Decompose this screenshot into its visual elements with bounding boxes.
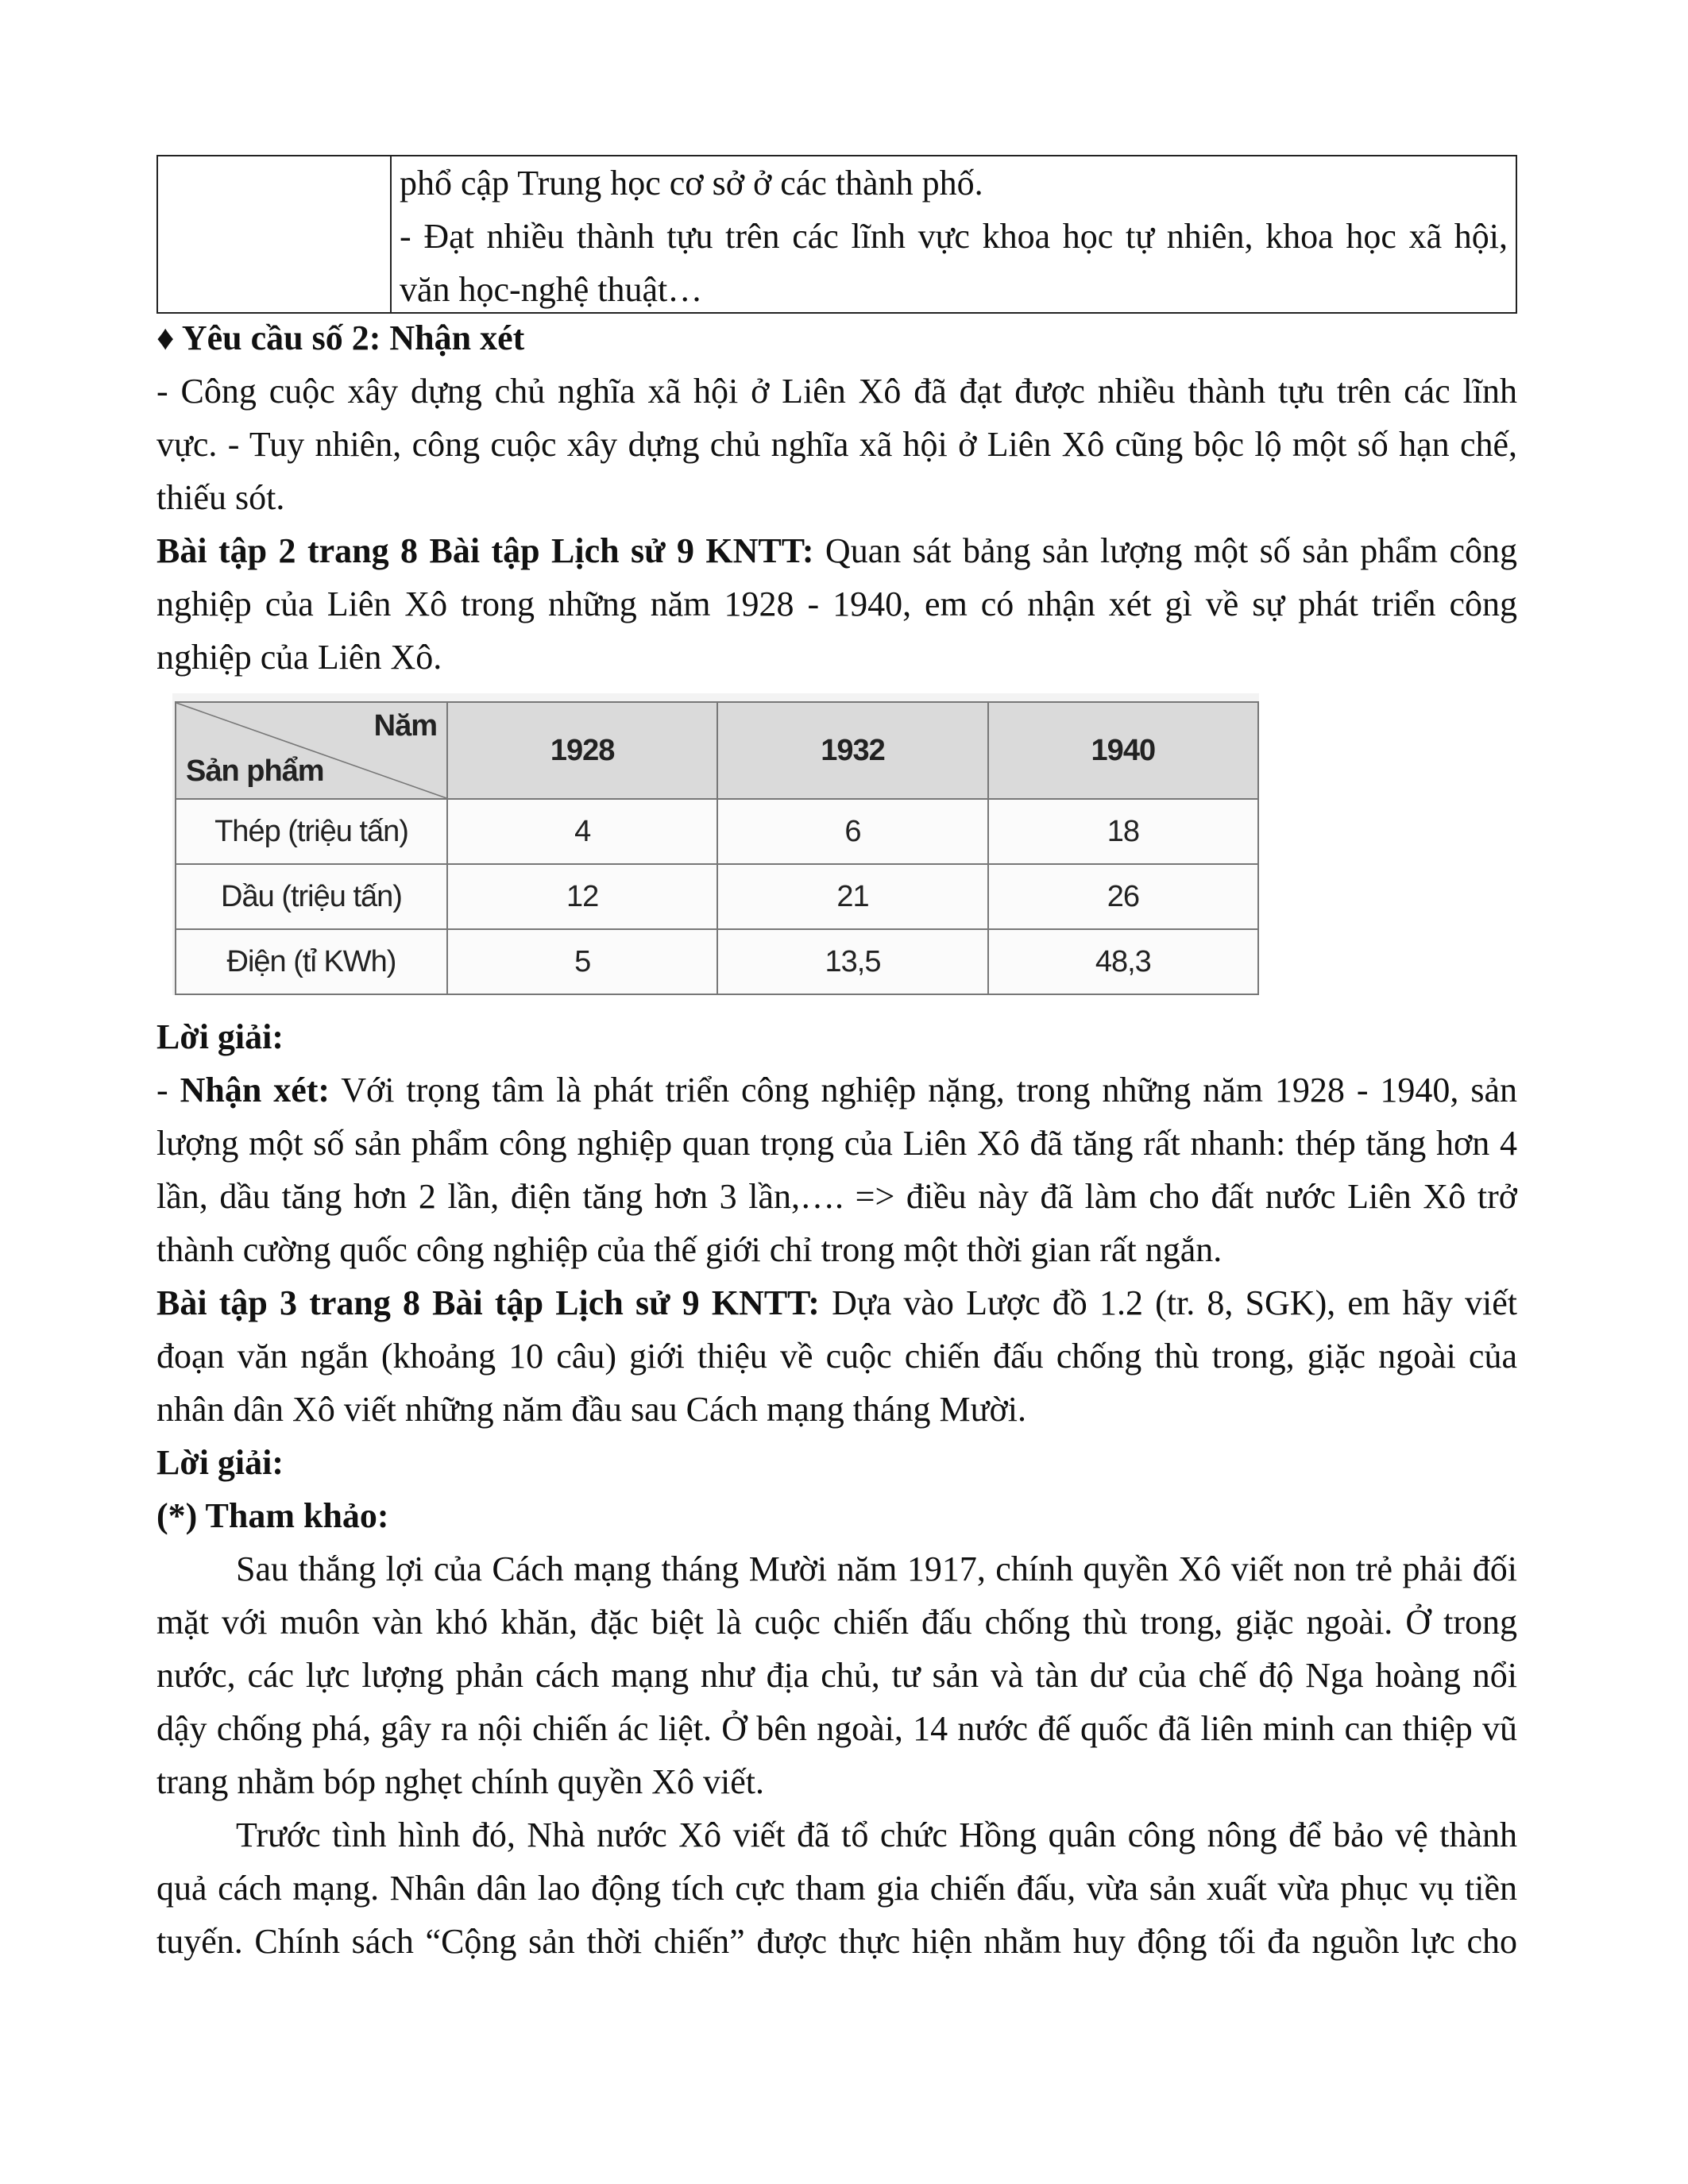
production-table-image — [172, 693, 1259, 995]
year-header: 1932 — [717, 702, 987, 799]
cell-line: văn học-nghệ thuật… — [400, 270, 703, 309]
text-line: thành cường quốc công nghiệp của thế giới chỉ trong một thời gian rất ngắn. — [156, 1230, 1223, 1269]
answer-bold: Nhận xét: — [180, 1071, 330, 1109]
ex3-question — [156, 1276, 1517, 1329]
cell-value: 26 — [988, 864, 1258, 929]
table-row — [176, 799, 1258, 864]
answer-first-line — [156, 1063, 1517, 1117]
production-table — [175, 701, 1259, 995]
cell-value: 12 — [447, 864, 717, 929]
answer-label: Lời giải: — [156, 1017, 284, 1056]
req2-heading: ♦ Yêu cầu số 2: Nhận xét — [156, 318, 525, 357]
continued-table — [156, 155, 1517, 314]
corner-cell — [176, 702, 447, 799]
row-label: Dầu (triệu tấn) — [176, 864, 447, 929]
text-line: - Công cuộc xây dựng chủ nghĩa xã hội ở Liên Xô đã đạt được nhiều thành tựu trên các lĩnh — [156, 372, 1517, 411]
cell-line: phổ cập Trung học cơ sở ở các thành phố. — [400, 164, 983, 203]
cell-value: 21 — [717, 864, 987, 929]
text-line: dậy chống phá, gây ra nội chiến ác liệt. Ở bên ngoài, 14 nước đế quốc đã liên minh can thiệp vũ — [156, 1709, 1517, 1748]
text-line: nước, các lực lượng phản cách mạng như địa chủ, tư sản và tàn dư của chế độ Nga hoàng nổi — [156, 1656, 1517, 1695]
cell-value: 18 — [988, 799, 1258, 864]
cell-value: 5 — [447, 929, 717, 994]
text-line: trang nhằm bóp nghẹt chính quyền Xô viết. — [156, 1762, 764, 1801]
text-line: đoạn văn ngắn (khoảng 10 câu) giới thiệu về cuộc chiến đấu chống thù trong, giặc ngoài của — [156, 1337, 1517, 1376]
text-line: vực. - Tuy nhiên, công cuộc xây dựng chủ nghĩa xã hội ở Liên Xô cũng bộc lộ một số hạn chế, — [156, 425, 1517, 464]
cell-line: - Đạt nhiều thành tựu trên các lĩnh vực khoa học tự nhiên, khoa học xã hội, — [400, 217, 1508, 256]
text-line: nghiệp của Liên Xô trong những năm 1928 - 1940, em có nhận xét gì về sự phát triển công — [156, 585, 1517, 623]
cell-value: 48,3 — [988, 929, 1258, 994]
text-span: Với trọng tâm là phát triển công nghiệp nặng, trong những năm 1928 - 1940, sản — [330, 1071, 1517, 1109]
text-line: nghiệp của Liên Xô. — [156, 638, 442, 677]
text-span: - — [156, 1071, 180, 1109]
year-header: 1940 — [988, 702, 1258, 799]
answer-label: Lời giải: — [156, 1443, 284, 1482]
table-cell-achievements — [392, 156, 1516, 312]
table-row — [176, 864, 1258, 929]
text-span: Quan sát bảng sản lượng một số sản phẩm công — [813, 531, 1517, 570]
ex2-question — [156, 524, 1517, 577]
text-line: mặt với muôn vàn khó khăn, đặc biệt là cuộc chiến đấu chống thù trong, giặc ngoài. Ở trong — [156, 1603, 1517, 1642]
table-cell-empty — [158, 156, 392, 312]
row-label: Điện (tỉ KWh) — [176, 929, 447, 994]
row-label: Thép (triệu tấn) — [176, 799, 447, 864]
section-answers — [156, 1010, 1517, 1968]
ex3-title: Bài tập 3 trang 8 Bài tập Lịch sử 9 KNTT: — [156, 1283, 820, 1322]
cell-value: 6 — [717, 799, 987, 864]
text-line: lần, dầu tăng hơn 2 lần, điện tăng hơn 3 lần,…. => điều này đã làm cho đất nước Liên Xô trở — [156, 1177, 1517, 1216]
year-header: 1928 — [447, 702, 717, 799]
cell-value: 4 — [447, 799, 717, 864]
reference-label: (*) Tham khảo: — [156, 1496, 389, 1535]
text-line: Trước tình hình đó, Nhà nước Xô viết đã tổ chức Hồng quân công nông để bảo vệ thành — [236, 1815, 1517, 1854]
table-header-row — [176, 702, 1258, 799]
table-row — [176, 929, 1258, 994]
text-line: thiếu sót. — [156, 478, 285, 517]
text-line: quả cách mạng. Nhân dân lao động tích cực tham gia chiến đấu, vừa sản xuất vừa phục vụ tiền — [156, 1869, 1517, 1908]
section-req2-ex2 — [156, 311, 1517, 684]
ex2-title: Bài tập 2 trang 8 Bài tập Lịch sử 9 KNTT: — [156, 531, 814, 570]
corner-year-label: Năm — [373, 709, 437, 743]
text-line: nhân dân Xô viết những năm đầu sau Cách mạng tháng Mười. — [156, 1390, 1026, 1429]
text-span: Dựa vào Lược đồ 1.2 (tr. 8, SGK), em hãy viết — [819, 1283, 1517, 1322]
text-line: lượng một số sản phẩm công nghiệp quan trọng của Liên Xô đã tăng rất nhanh: thép tăng hơn 4 — [156, 1124, 1517, 1163]
text-line: Sau thắng lợi của Cách mạng tháng Mười năm 1917, chính quyền Xô viết non trẻ phải đối — [236, 1549, 1517, 1588]
corner-product-label: Sản phẩm — [186, 754, 324, 788]
cell-value: 13,5 — [717, 929, 987, 994]
text-line: tuyến. Chính sách “Cộng sản thời chiến” được thực hiện nhằm huy động tối đa nguồn lực cho — [156, 1922, 1517, 1961]
